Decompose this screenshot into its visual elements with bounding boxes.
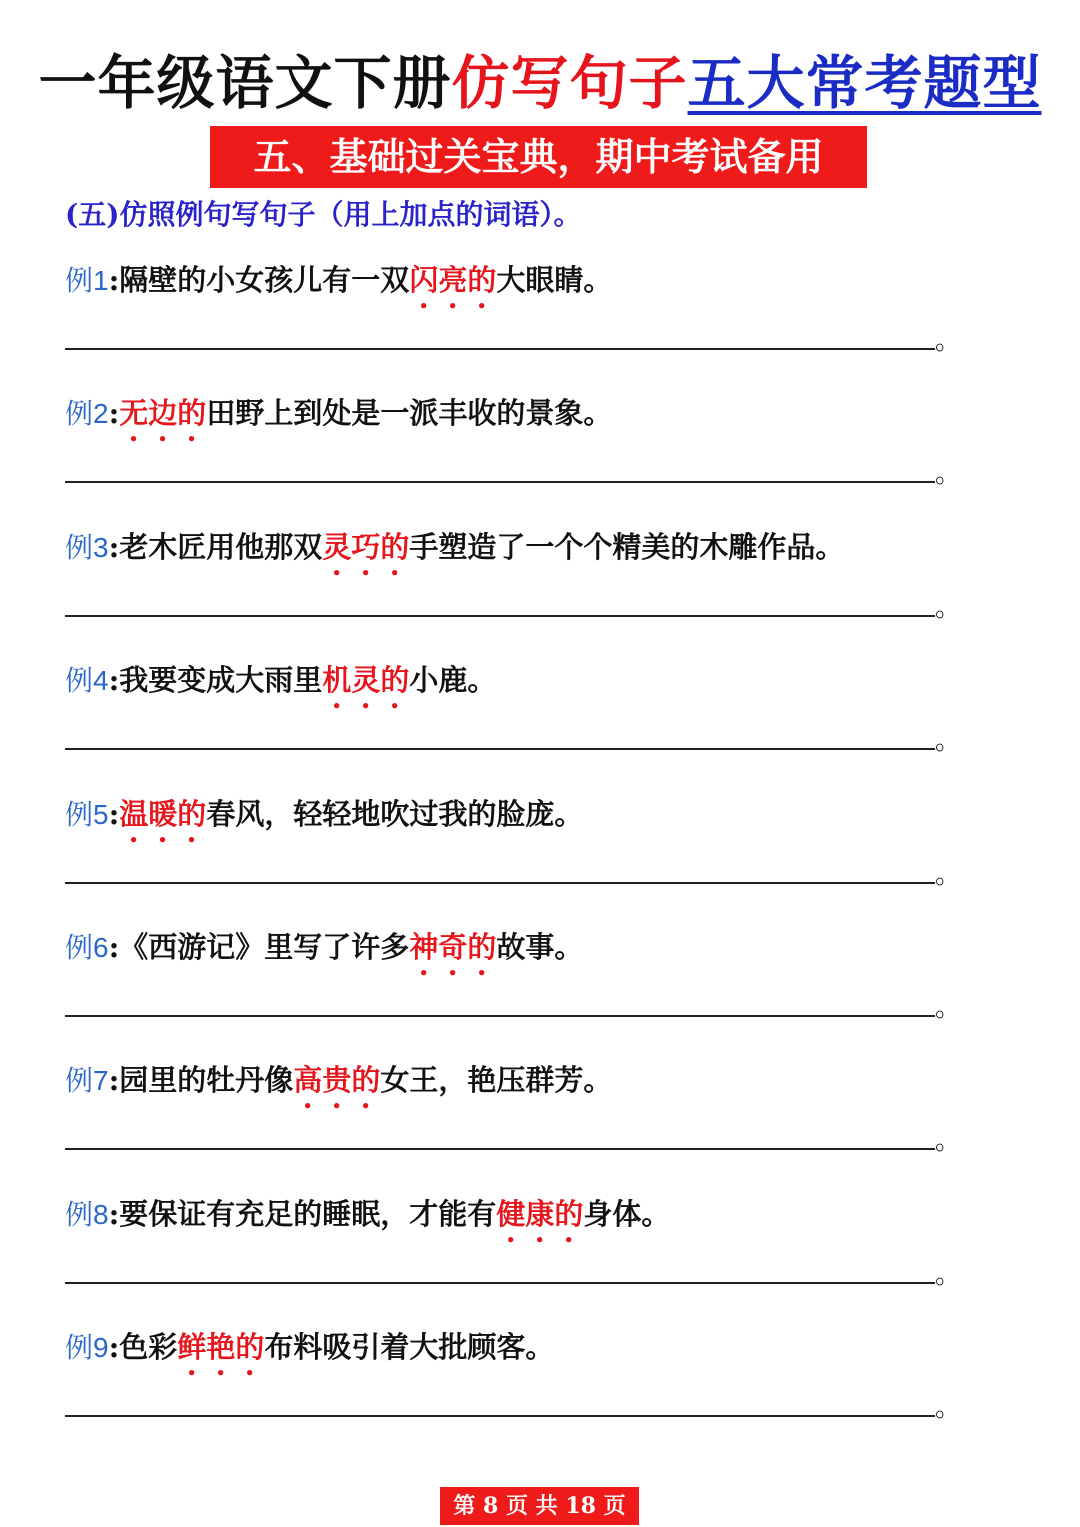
example-sentence [65,256,612,304]
answer-line[interactable] [65,1415,935,1417]
sentence-text: 身体。 [583,1197,671,1231]
answer-period: 。 [935,860,962,890]
example-item-5 [65,790,965,920]
label-colon: : [108,1330,120,1364]
answer-period: 。 [935,1126,962,1156]
dotted-keyword: 高贵的 [293,1063,381,1097]
page-number-badge: 第 8 页 共 18 页 [440,1487,639,1525]
example-label: 例9 [65,1332,109,1363]
answer-period: 。 [935,593,962,623]
answer-line[interactable] [65,1148,935,1150]
answer-line[interactable] [65,1015,935,1017]
sentence-text: 《西游记》里写了许多 [119,930,410,964]
sentence-text: 老木匠用他那双 [119,530,323,564]
example-label: 例7 [65,1065,109,1096]
dotted-keyword: 无边的 [119,396,207,430]
sentence-text: 色彩 [119,1330,178,1364]
dotted-keyword: 温暖的 [119,797,207,831]
dotted-keyword: 闪亮的 [409,263,497,297]
example-sentence [65,1323,554,1371]
label-colon: : [108,663,120,697]
example-item-3 [65,523,965,653]
sentence-text: 春风，轻轻地吹过我的脸庞。 [206,797,584,831]
label-colon: : [108,1197,120,1231]
label-colon: : [108,930,120,964]
sentence-text: 手塑造了一个个精美的木雕作品。 [409,530,845,564]
label-colon: : [108,797,120,831]
example-label: 例8 [65,1199,109,1230]
answer-period: 。 [935,1260,962,1290]
example-label: 例2 [65,398,109,429]
page-title [0,48,1080,118]
subtitle-banner: 五、基础过关宝典，期中考试备用 [210,126,867,188]
answer-period: 。 [935,993,962,1023]
example-label: 例3 [65,532,109,563]
title-part-grade: 一年级语文下册 [38,49,452,117]
example-sentence [65,1056,612,1104]
sentence-text: 大眼睛。 [496,263,613,297]
dotted-keyword: 健康的 [496,1197,584,1231]
example-sentence [65,790,583,838]
answer-line[interactable] [65,615,935,617]
example-item-7 [65,1056,965,1186]
sentence-text: 田野上到处是一派丰收的景象。 [206,396,613,430]
title-part-topic: 仿写句子 [451,49,688,117]
title-part-types: 五大常考题型 [687,49,1042,117]
example-sentence [65,389,612,437]
example-item-8 [65,1190,965,1320]
example-item-1 [65,256,965,386]
example-item-6 [65,923,965,1053]
example-sentence [65,656,496,704]
exercise-instruction: (五)仿照例句写句子（用上加点的词语）。 [65,198,582,231]
dotted-keyword: 机灵的 [322,663,410,697]
answer-line[interactable] [65,348,935,350]
sentence-text: 隔壁的小女孩儿有一双 [119,263,410,297]
answer-period: 。 [935,1393,962,1423]
answer-period: 。 [935,326,962,356]
example-label: 例5 [65,799,109,830]
answer-line[interactable] [65,1282,935,1284]
example-sentence [65,523,844,571]
sentence-text: 女王，艳压群芳。 [380,1063,613,1097]
dotted-keyword: 灵巧的 [322,530,410,564]
label-colon: : [108,1063,120,1097]
sentence-text: 园里的牡丹像 [119,1063,294,1097]
example-item-2 [65,389,965,519]
example-label: 例1 [65,265,109,296]
answer-line[interactable] [65,882,935,884]
label-colon: : [108,530,120,564]
sentence-text: 要保证有充足的睡眠，才能有 [119,1197,497,1231]
example-label: 例6 [65,932,109,963]
example-sentence [65,923,583,971]
answer-line[interactable] [65,481,935,483]
sentence-text: 小鹿。 [409,663,497,697]
label-colon: : [108,263,120,297]
sentence-text: 故事。 [496,930,584,964]
sentence-text: 我要变成大雨里 [119,663,323,697]
example-item-4 [65,656,965,786]
label-colon: : [108,396,120,430]
answer-period: 。 [935,459,962,489]
example-label: 例4 [65,665,109,696]
dotted-keyword: 神奇的 [409,930,497,964]
sentence-text: 布料吸引着大批顾客。 [264,1330,555,1364]
answer-line[interactable] [65,748,935,750]
answer-period: 。 [935,726,962,756]
example-item-9 [65,1323,965,1453]
dotted-keyword: 鲜艳的 [177,1330,265,1364]
example-sentence [65,1190,670,1238]
